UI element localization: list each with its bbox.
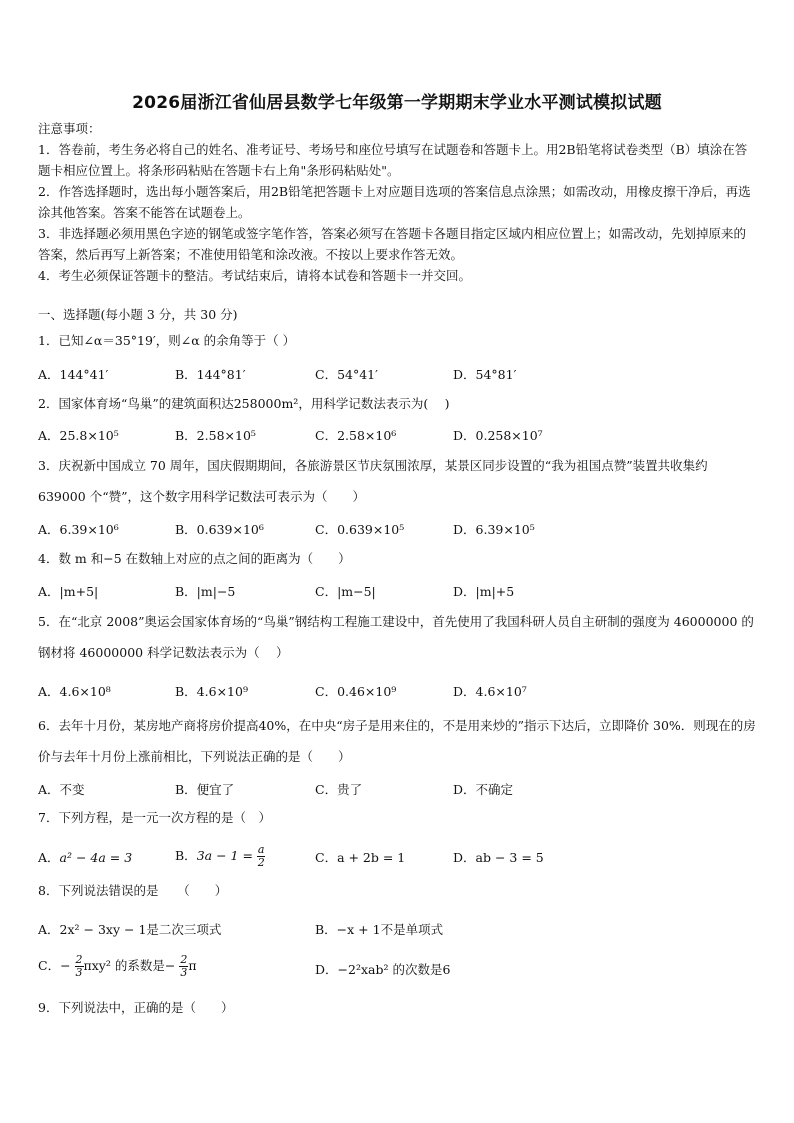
option-a	[38, 848, 132, 866]
option-c: C．a + 2b = 1	[315, 850, 406, 865]
option-a: A．144°41′	[38, 367, 109, 382]
option-d: D．−2²xab² 的次数是6	[315, 962, 451, 977]
question-8-stem: 8．下列说法错误的是 （ ）	[38, 883, 228, 898]
option-c-end: π	[188, 958, 197, 973]
fraction-denominator: 2	[257, 856, 265, 869]
option-d: D．6.39×10⁵	[453, 522, 535, 537]
option-b: B．144°81′	[175, 367, 246, 382]
question-1-stem: 1．已知∠α＝35°19′，则∠α 的余角等于（ ）	[38, 333, 296, 348]
page-title: 2026届浙江省仙居县数学七年级第一学期期末学业水平测试模拟试题	[132, 93, 662, 113]
section-heading: 一、选择题(每小题 3 分，共 30 分)	[38, 307, 238, 322]
note-item: 4．考生必须保证答题卡的整洁。考试结束后，请将本试卷和答题卡一并交回。	[38, 268, 471, 283]
question-2-stem: 2．国家体育场“鸟巢”的建筑面积达258000m²，用科学记数法表示为( )	[38, 396, 450, 411]
note-item: 1．答卷前，考生务必将自己的姓名、准考证号、考场号和座位号填写在试题卷和答题卡上。用2B铅笔将试卷类型（B）填涂在答题卡相应位置上。将条形码粘贴在答题卡右上角"条形码粘贴处"。	[38, 142, 748, 178]
question-1-options	[38, 365, 758, 389]
fraction-denominator: 3	[75, 966, 83, 979]
question-7-options	[38, 844, 758, 874]
question-4-stem: 4．数 m 和−5 在数轴上对应的点之间的距离为（ ）	[38, 551, 351, 566]
option-b-left: 3a − 1 =	[196, 848, 253, 863]
fraction-numerator: a	[257, 843, 265, 856]
option-b	[175, 844, 265, 869]
notes-heading: 注意事项：	[38, 121, 101, 136]
option-b: B．|m|−5	[175, 584, 236, 599]
option-b: B．便宜了	[175, 782, 235, 797]
question-7-stem: 7．下列方程，是一元一次方程的是（ ）	[38, 810, 271, 825]
option-d: D．不确定	[453, 782, 514, 797]
option-b: B．0.639×10⁶	[175, 522, 264, 537]
fraction-numerator: 2	[180, 953, 188, 966]
question-8-options-row2	[38, 954, 758, 986]
option-a-label: A．	[38, 850, 60, 865]
fraction	[257, 844, 266, 869]
option-d: D．4.6×10⁷	[453, 684, 527, 699]
option-c-middle: πxy² 的系数是−	[83, 958, 176, 973]
option-a-expression: a² − 4a = 3	[59, 850, 133, 865]
question-6-options	[38, 780, 758, 804]
option-a: A．2x² − 3xy − 1是二次三项式	[38, 922, 222, 937]
question-3-options	[38, 520, 758, 544]
option-c: C．0.639×10⁵	[315, 522, 405, 537]
question-3-stem: 3．庆祝新中国成立 70 周年，国庆假期期间，各旅游景区节庆氛围浓厚，某景区同步设置的“我为祖国点赞”装置共收集约 639000 个“赞”，这个数字用科学记数法可表示为（ ）	[38, 458, 708, 504]
question-5-options	[38, 682, 758, 706]
fraction-denominator: 3	[180, 966, 188, 979]
option-a: A．4.6×10⁸	[38, 684, 111, 699]
option-a: A．|m+5|	[38, 584, 99, 599]
fraction	[179, 954, 188, 979]
question-6-stem: 6．去年十月份，某房地产商将房价提高40%，在中央“房子是用来住的，不是用来炒的”指示下达后，立即降价 30%．则现在的房价与去年十月份上涨前相比，下列说法正确的是（ ）	[38, 718, 756, 764]
option-c: C．2.58×10⁶	[315, 428, 397, 443]
option-a: A．6.39×10⁶	[38, 522, 119, 537]
option-c: C．54°41′	[315, 367, 378, 382]
question-2-options	[38, 426, 758, 450]
option-c: C．贵了	[315, 782, 363, 797]
fraction	[75, 954, 84, 979]
option-b: B．−x + 1不是单项式	[315, 922, 444, 937]
question-4-options	[38, 582, 758, 606]
option-a: A．25.8×10⁵	[38, 428, 119, 443]
option-b: B．2.58×10⁵	[175, 428, 256, 443]
option-d: D．0.258×10⁷	[453, 428, 543, 443]
question-8-options-row1	[38, 920, 758, 944]
option-d: D．54°81′	[453, 367, 517, 382]
option-d: D．ab − 3 = 5	[453, 850, 544, 865]
question-9-stem: 9．下列说法中，正确的是（ ）	[38, 1000, 234, 1015]
option-c-label: C．−	[38, 958, 71, 973]
question-5-stem: 5．在“北京 2008”奥运会国家体育场的“鸟巢”钢结构工程施工建设中，首先使用了我国科研人员自主研制的强度为 46000000 的钢材将 46000000 科学记数法表示为（ ）	[38, 614, 754, 660]
fraction-numerator: 2	[75, 953, 83, 966]
option-c: C．0.46×10⁹	[315, 684, 397, 699]
option-d: D．|m|+5	[453, 584, 515, 599]
option-b-label: B．	[175, 848, 197, 863]
option-c	[38, 954, 197, 979]
note-item: 3．非选择题必须用黑色字迹的钢笔或签字笔作答，答案必须写在答题卡各题目指定区域内相应位置上；如需改动，先划掉原来的答案，然后再写上新答案；不准使用铅笔和涂改液。不按以上要求作答无效。	[38, 226, 746, 262]
option-a: A．不变	[38, 782, 85, 797]
option-c: C．|m−5|	[315, 584, 376, 599]
note-item: 2．作答选择题时，选出每小题答案后，用2B铅笔把答题卡上对应题目选项的答案信息点涂黑；如需改动，用橡皮擦干净后，再选涂其他答案。答案不能答在试题卷上。	[38, 184, 751, 220]
option-b: B．4.6×10⁹	[175, 684, 248, 699]
